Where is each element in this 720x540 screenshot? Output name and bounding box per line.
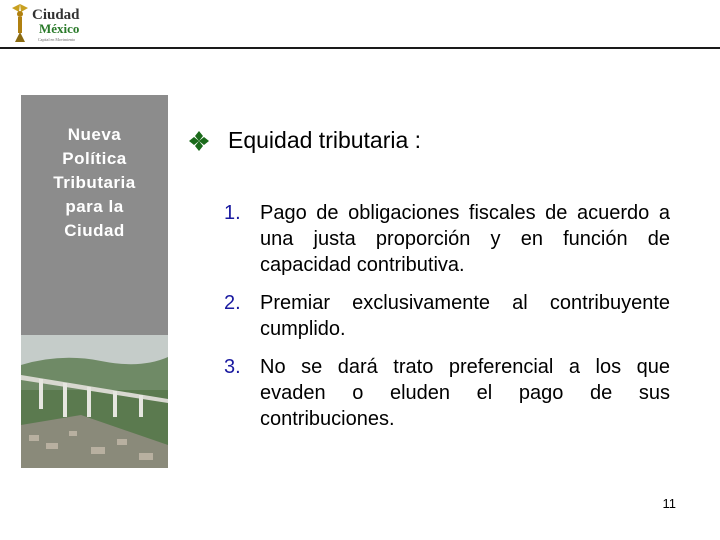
list-item [224, 354, 670, 432]
side-title-line: Política [62, 149, 127, 168]
page-number: 11 [662, 496, 676, 511]
side-panel-title [21, 123, 168, 243]
item-number: 2. [224, 292, 241, 314]
numbered-list [224, 200, 670, 444]
list-item [224, 200, 670, 278]
bridge-photo [21, 335, 168, 468]
list-item [224, 290, 670, 342]
item-text: No se dará trato preferencial a los que evaden o eluden el pago de sus contribuciones. [260, 356, 670, 430]
item-number: 1. [224, 202, 241, 224]
logo-line1: Ciudad [32, 7, 80, 23]
logo-line2: México [39, 21, 80, 36]
angel-icon [12, 4, 28, 42]
side-title-line: Ciudad [64, 221, 125, 240]
diamond-bullet-icon [188, 130, 210, 152]
side-title-line: para la [65, 197, 124, 216]
main-heading [188, 127, 421, 154]
item-text: Pago de obligaciones fiscales de acuerdo a una justa proporción y en función de capacidad contributiva. [260, 202, 670, 276]
header-rule [0, 47, 720, 49]
side-title-line: Tributaria [53, 173, 136, 192]
ciudad-mexico-logo [6, 2, 96, 46]
side-panel [21, 95, 168, 468]
logo-line3: Capital en Movimiento [38, 37, 76, 42]
item-number: 3. [224, 356, 241, 378]
heading-text: Equidad tributaria : [228, 127, 422, 153]
side-title-line: Nueva [67, 125, 122, 144]
item-text: Premiar exclusivamente al contribuyente cumplido. [260, 292, 670, 340]
